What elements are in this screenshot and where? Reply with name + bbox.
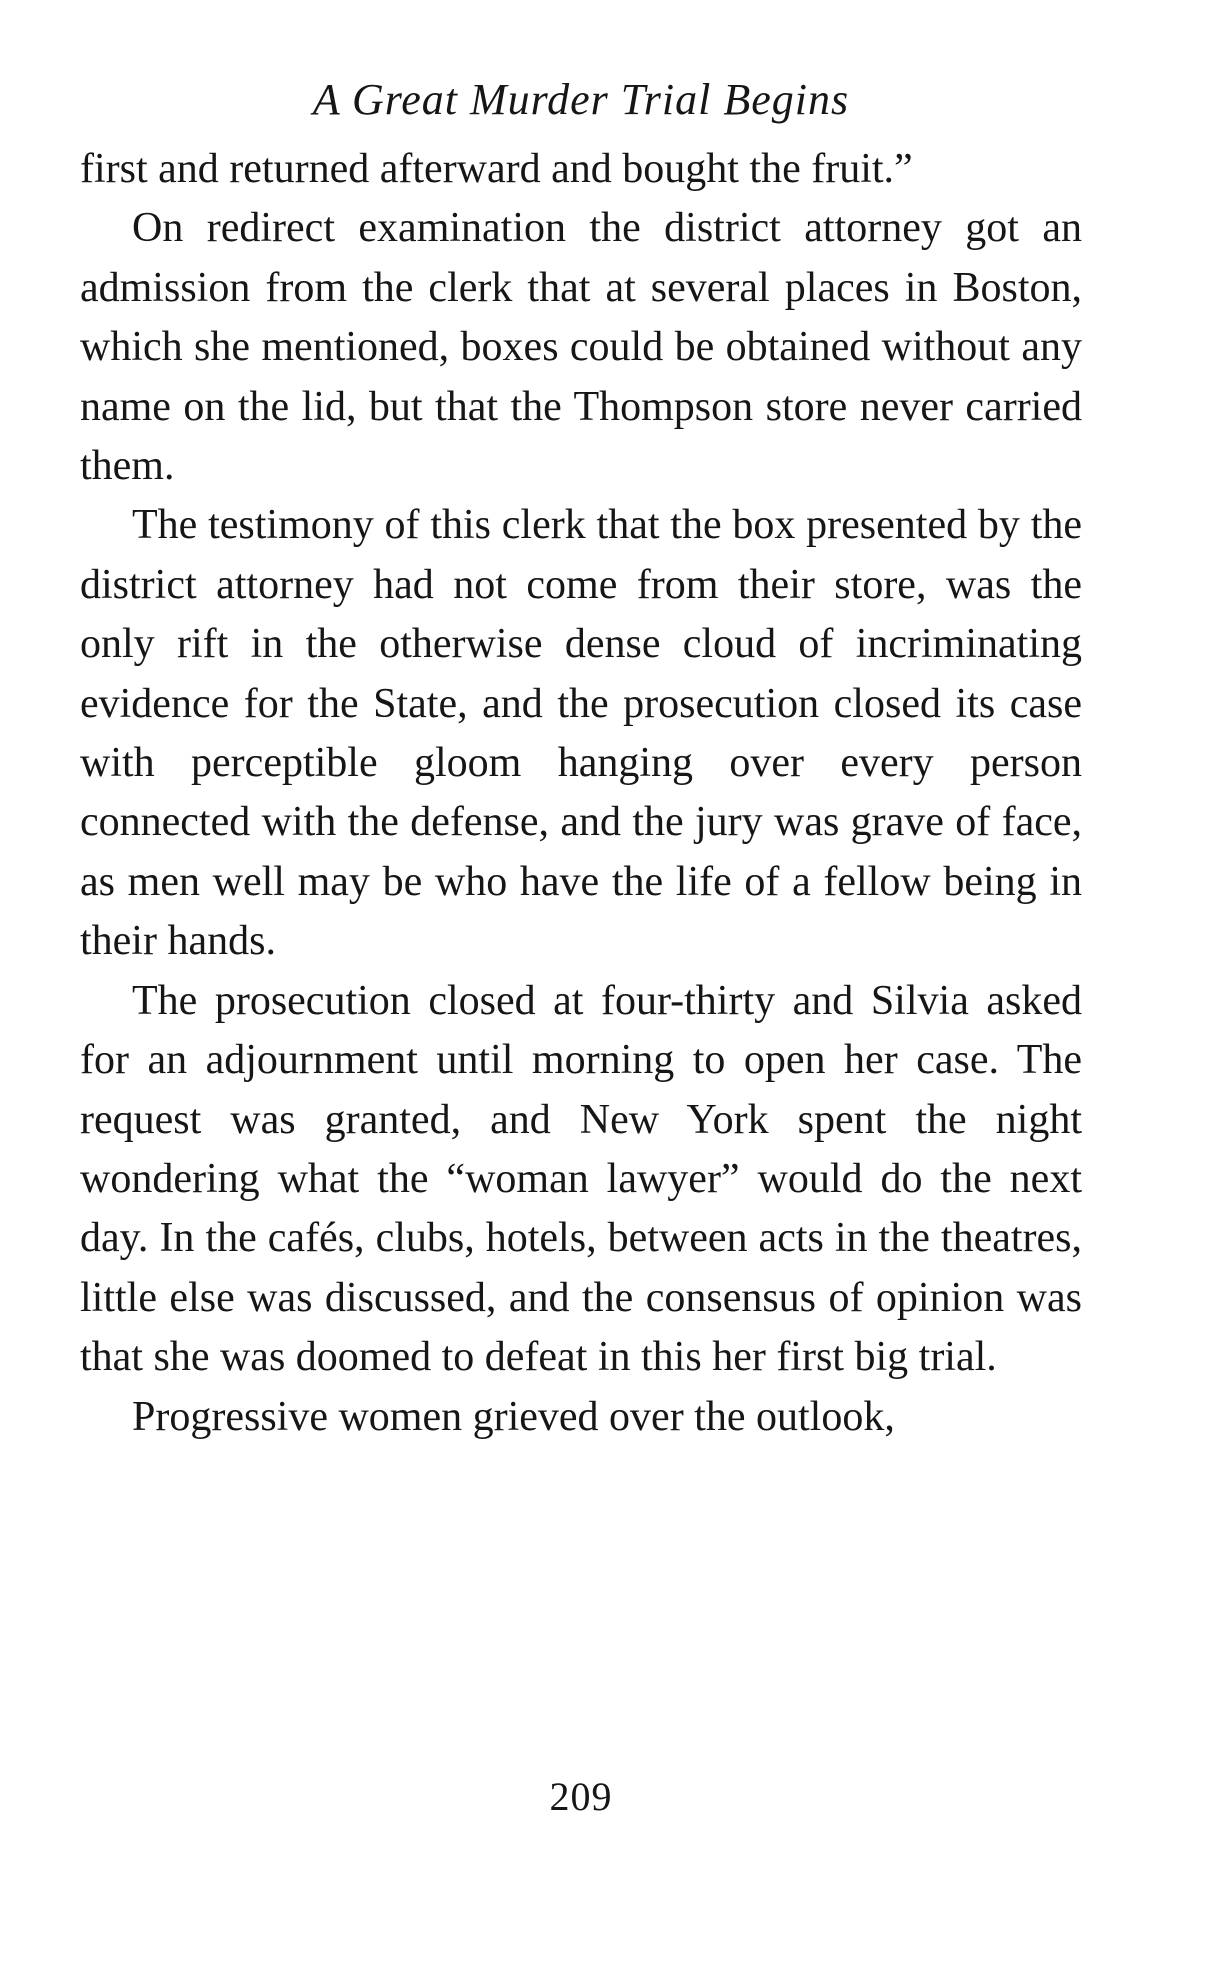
- paragraph: The testimony of this clerk that the box presented by the district attorney had not come from their store, was the only rift in the otherwise dense cloud of incriminating evidence for the State, and the prosecution closed its case with perceptible gloom hanging over every person connected with the defense, and the jury was grave of face, as men well may be who have the life of a fellow being in their hands.: [80, 502, 1082, 965]
- page-number: 209: [549, 1774, 613, 1819]
- book-page: [80, 70, 1082, 1819]
- paragraph: On redirect examination the district attorney got an admission from the clerk that at several places in Boston, which she mentioned, boxes could be obtained without any name on the lid, but that the Thompson store never carried them.: [80, 205, 1082, 490]
- paragraph-continued: first and returned afterward and bought the fruit.”: [80, 146, 913, 192]
- paragraph: The prosecution closed at four-thirty and Silvia asked for an adjournment until morning to open her case. The request was granted, and New York spent the night wondering what the “woman lawyer” would do the next day. In the cafés, clubs, hotels, between acts in the theatres, little else was discussed, and the consensus of opinion was that she was doomed to defeat in this her first big trial.: [80, 977, 1082, 1381]
- body-text: [80, 140, 1082, 1447]
- running-head: A Great Murder Trial Begins: [312, 75, 850, 124]
- paragraph: Progressive women grieved over the outlook,: [132, 1393, 895, 1440]
